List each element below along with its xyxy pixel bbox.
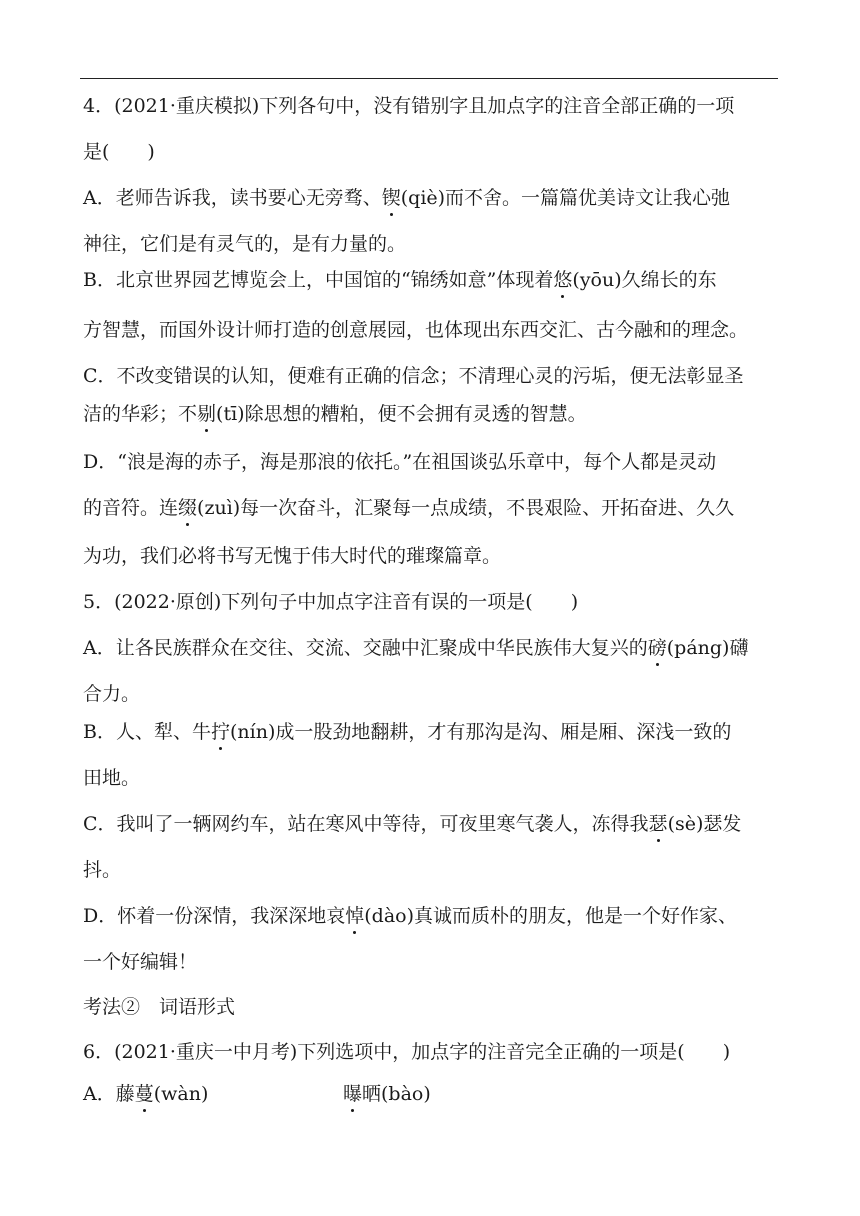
dotted-char: 悼: [345, 905, 365, 927]
q4-stem-line-1: 4．(2021·重庆模拟)下列各句中，没有错别字且加点字的注音全部正确的一项: [83, 95, 735, 117]
q4-option-b-line-2: 方智慧，而国外设计师打造的创意展园，也体现出东西交汇、古今融和的理念。: [83, 319, 749, 341]
q4-option-d-line-3: 为功，我们必将书写无愧于伟大时代的璀璨篇章。: [83, 545, 502, 567]
dotted-char: 瑟: [648, 813, 668, 835]
q5-option-b-line-2: 田地。: [83, 767, 141, 789]
dotted-char: 缀: [178, 497, 198, 519]
dotted-char: 剔: [197, 403, 217, 425]
q6-stem: 6．(2021·重庆一中月考)下列选项中，加点字的注音完全正确的一项是( ): [83, 1041, 731, 1063]
q4-option-a-line-1: A．老师告诉我，读书要心无旁骛、锲(qiè)而不舍。一篇篇优美诗文让我心弛: [83, 187, 731, 209]
q5-option-d-line-1: D．怀着一份深情，我深深地哀悼(dào)真诚而质朴的朋友，他是一个好作家、: [83, 905, 738, 927]
dotted-char: 锲: [381, 187, 401, 209]
q4-option-d-line-1: D．“浪是海的赤子，海是那浪的依托。”在祖国谈弘乐章中，每个人都是灵动: [83, 451, 717, 473]
q5-option-a-line-1: A．让各民族群众在交往、交流、交融中汇聚成中华民族伟大复兴的磅(páng)礴: [83, 637, 749, 659]
section-heading: 考法② 词语形式: [83, 996, 236, 1018]
q6-option-b: 曝晒(bào): [343, 1083, 431, 1105]
q5-stem: 5．(2022·原创)下列句子中加点字注音有误的一项是( ): [83, 591, 579, 613]
q5-option-c-line-1: C．我叫了一辆网约车，站在寒风中等待，可夜里寒气袭人，冻得我瑟(sè)瑟发: [83, 813, 742, 835]
dotted-char: 磅: [647, 637, 667, 659]
dotted-char: 蔓: [134, 1083, 154, 1105]
q4-option-c-line-1: C．不改变错误的认知，便难有正确的信念；不清理心灵的污垢，便无法彰显圣: [83, 365, 744, 387]
q6-option-a: A．藤蔓(wàn): [83, 1083, 209, 1105]
q4-option-c-line-2: 洁的华彩；不剔(tī)除思想的糟粕，便不会拥有灵透的智慧。: [83, 403, 587, 425]
q4-option-b-line-1: B．北京世界园艺博览会上，中国馆的“锦绣如意”体现着悠(yōu)久绵长的东: [83, 269, 717, 291]
dotted-char: 曝: [343, 1083, 363, 1105]
dotted-char: 悠: [553, 269, 573, 291]
q5-option-d-line-2: 一个好编辑！: [83, 951, 198, 973]
q5-option-c-line-2: 抖。: [83, 859, 122, 881]
q5-option-a-line-2: 合力。: [83, 683, 141, 705]
q4-stem-line-2: 是( ): [83, 141, 155, 163]
header-rule: [80, 78, 778, 79]
q5-option-b-line-1: B．人、犁、牛拧(nín)成一股劲地翻耕，才有那沟是沟、厢是厢、深浅一致的: [83, 721, 732, 743]
q4-option-a-line-2: 神往，它们是有灵气的，是有力量的。: [83, 233, 407, 255]
q4-option-d-line-2: 的音符。连缀(zuì)每一次奋斗，汇聚每一点成绩，不畏艰险、开拓奋进、久久: [83, 497, 735, 519]
dotted-char: 拧: [210, 721, 230, 743]
